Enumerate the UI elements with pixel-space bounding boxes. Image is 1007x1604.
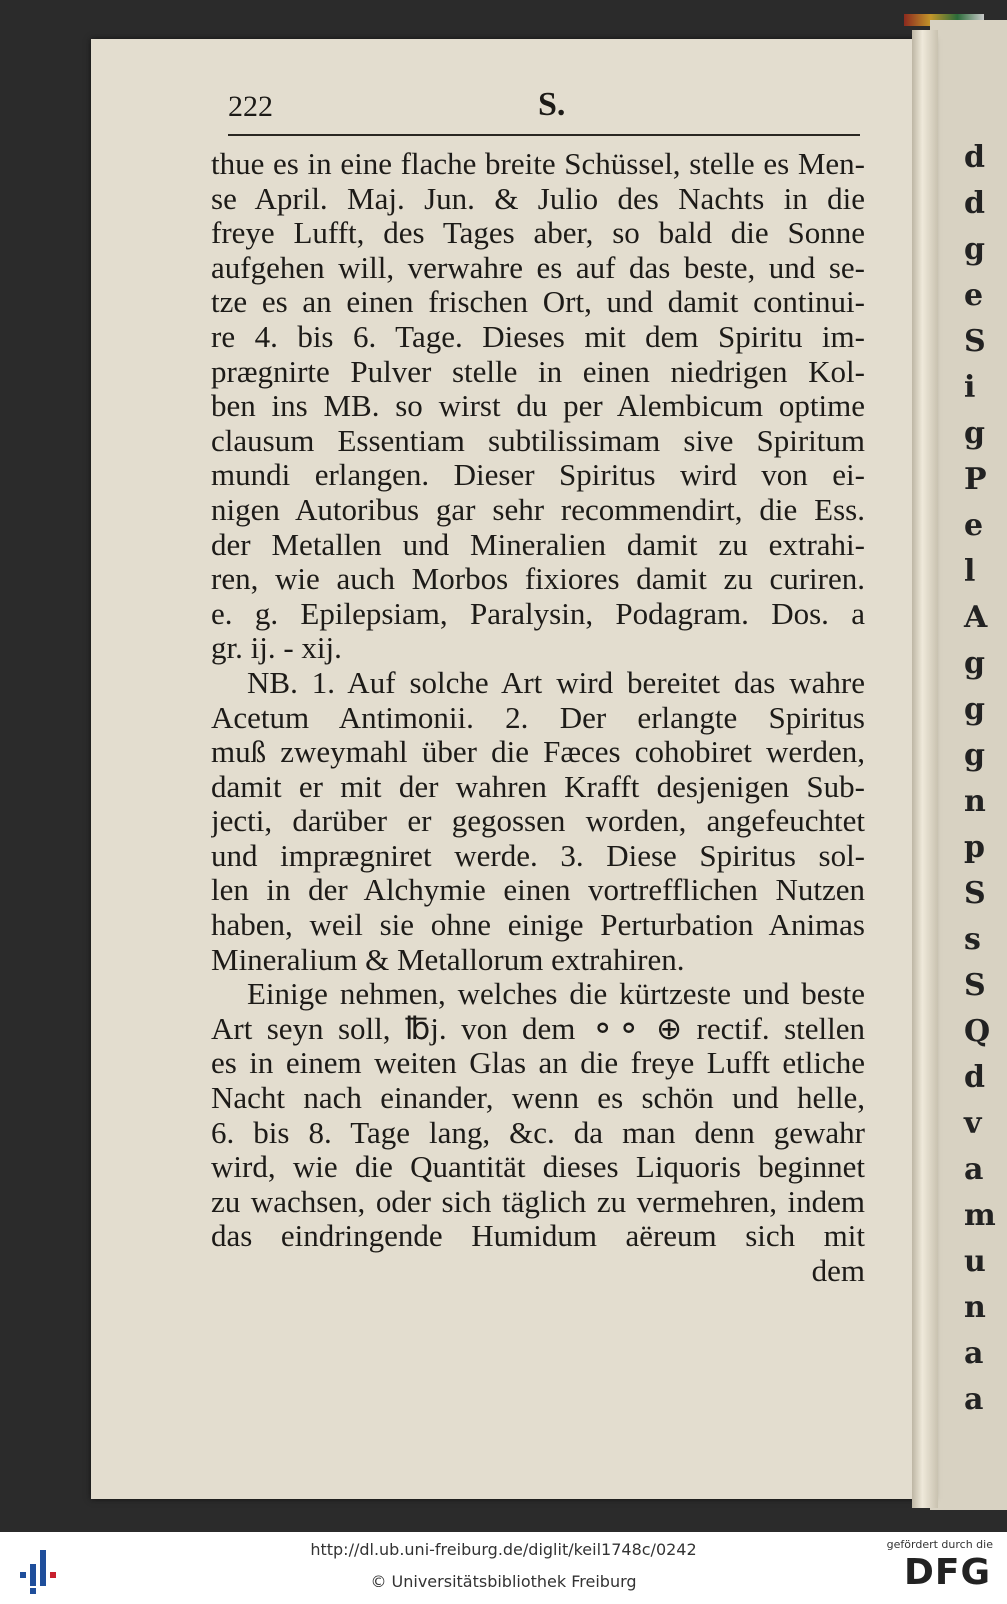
facing-page	[930, 20, 1007, 1510]
text-line: e. g. Epilepsiam, Paralysin, Podagram. Dos. a	[211, 596, 865, 631]
dfg-funding-label: gefördert durch die	[886, 1538, 993, 1551]
text-line: gr. ij. - xij.	[211, 631, 342, 666]
text-line: thue es in eine flache breite Schüssel, stelle es Men-	[211, 147, 865, 181]
facing-page-letter: a	[964, 1336, 984, 1371]
page-number: 222	[228, 90, 273, 123]
dfg-logo-text: DFG	[903, 1552, 991, 1593]
signature-mark: S.	[538, 86, 566, 123]
text-line: damit er mit der wahren Krafft desjenigen Sub-	[211, 769, 865, 804]
text-line: es in einem weiten Glas an die freye Lufft etliche	[211, 1046, 865, 1081]
facing-page-letter: e	[964, 508, 984, 543]
facing-page-letter: S	[964, 324, 986, 359]
facing-page-letter: a	[964, 1382, 984, 1417]
text-line: das eindringende Humidum aëreum sich mit	[211, 1219, 865, 1254]
text-line: Nacht nach einander, wenn es schön und helle,	[211, 1081, 865, 1116]
text-line: Acetum Antimonii. 2. Der erlangte Spiritus	[211, 700, 865, 735]
text-line: 6. bis 8. Tage lang, &c. da man denn gewahr	[211, 1115, 865, 1150]
facing-page-letter: g	[964, 692, 985, 727]
copyright-notice: © Universitätsbibliothek Freiburg	[370, 1572, 637, 1591]
facing-page-letter: i	[964, 370, 976, 405]
facing-page-letter: a	[964, 1152, 984, 1187]
text-line: Einige nehmen, welches die kürtzeste und beste	[247, 977, 865, 1012]
document-url[interactable]: http://dl.ub.uni-freiburg.de/diglit/keil1748c/0242	[310, 1540, 697, 1559]
text-line: tze es an einen frischen Ort, und damit continui-	[211, 285, 865, 320]
text-line: nigen Autoribus gar sehr recommendirt, die Ess.	[211, 492, 865, 527]
page-text	[211, 147, 865, 1289]
facing-page-letter: n	[964, 1290, 986, 1325]
text-line: NB. 1. Auf solche Art wird bereitet das wahre	[247, 665, 865, 700]
text-line: aufgehen will, verwahre es auf das beste, und se-	[211, 250, 865, 285]
text-line: der Metallen und Mineralien damit zu extrahi-	[211, 527, 865, 562]
facing-page-letter: g	[964, 646, 985, 681]
text-line: und imprægniret werde. 3. Diese Spiritus sol-	[211, 838, 865, 873]
text-line: prægnirte Pulver stelle in einen niedrigen Kol-	[211, 354, 865, 389]
facing-page-letter: u	[964, 1244, 986, 1279]
facing-page-letter: d	[964, 140, 985, 175]
text-line: haben, weil sie ohne einige Perturbation Animas	[211, 908, 865, 943]
facing-page-letter: Q	[964, 1014, 991, 1049]
text-line: clausum Essentiam subtilissimam sive Spiritum	[211, 423, 865, 458]
facing-page-letter: p	[964, 830, 985, 865]
text-line: freye Lufft, des Tages aber, so bald die Sonne	[211, 216, 865, 251]
text-line: mundi erlangen. Dieser Spiritus wird von ei-	[211, 458, 865, 493]
facing-page-letter: S	[964, 876, 986, 911]
text-line: ben ins MB. so wirst du per Alembicum optime	[211, 389, 865, 424]
page-header	[228, 82, 860, 126]
facing-page-letter: s	[964, 922, 981, 957]
facing-page-letter: g	[964, 738, 985, 773]
facing-page-letter: d	[964, 186, 985, 221]
text-line: Mineralium & Metallorum extrahiren.	[211, 942, 685, 977]
facing-page-letter: v	[964, 1106, 982, 1141]
facing-page-letter: S	[964, 968, 986, 1003]
facing-page-letter: l	[964, 554, 976, 589]
facing-page-letter: e	[964, 278, 984, 313]
text-line: ren, wie auch Morbos fixiores damit zu curiren.	[211, 562, 865, 597]
text-line: re 4. bis 6. Tage. Dieses mit dem Spiritu im-	[211, 319, 865, 354]
text-line: zu wachsen, oder sich täglich zu vermehren, indem	[211, 1184, 865, 1219]
facing-page-letter: d	[964, 1060, 985, 1095]
catchword: dem	[811, 1254, 865, 1288]
facing-page-letter: A	[964, 600, 988, 635]
text-line: len in der Alchymie einen vortrefflichen Nutzen	[211, 873, 865, 908]
facing-page-letter: m	[964, 1198, 996, 1233]
text-line: wird, wie die Quantität dieses Liquoris beginnet	[211, 1150, 865, 1185]
text-line: Art seyn soll, ℔j. von dem ⚬⚬ ⊕ rectif. stellen	[211, 1011, 865, 1046]
text-line: jecti, darüber er gegossen worden, angefeuchtet	[211, 804, 865, 839]
dfg-logo	[883, 1538, 993, 1598]
text-line: muß zweymahl über die Fæces cohobiret werden,	[211, 735, 865, 770]
text-line: se April. Maj. Jun. & Julio des Nachts in die	[211, 181, 865, 216]
facing-page-letter: P	[964, 462, 987, 497]
viewer-footer	[0, 1532, 1007, 1604]
facing-page-letter: g	[964, 416, 985, 451]
facing-page-letter: g	[964, 232, 985, 267]
header-rule	[228, 134, 860, 136]
facing-page-letter: n	[964, 784, 986, 819]
page-gutter	[912, 30, 938, 1508]
